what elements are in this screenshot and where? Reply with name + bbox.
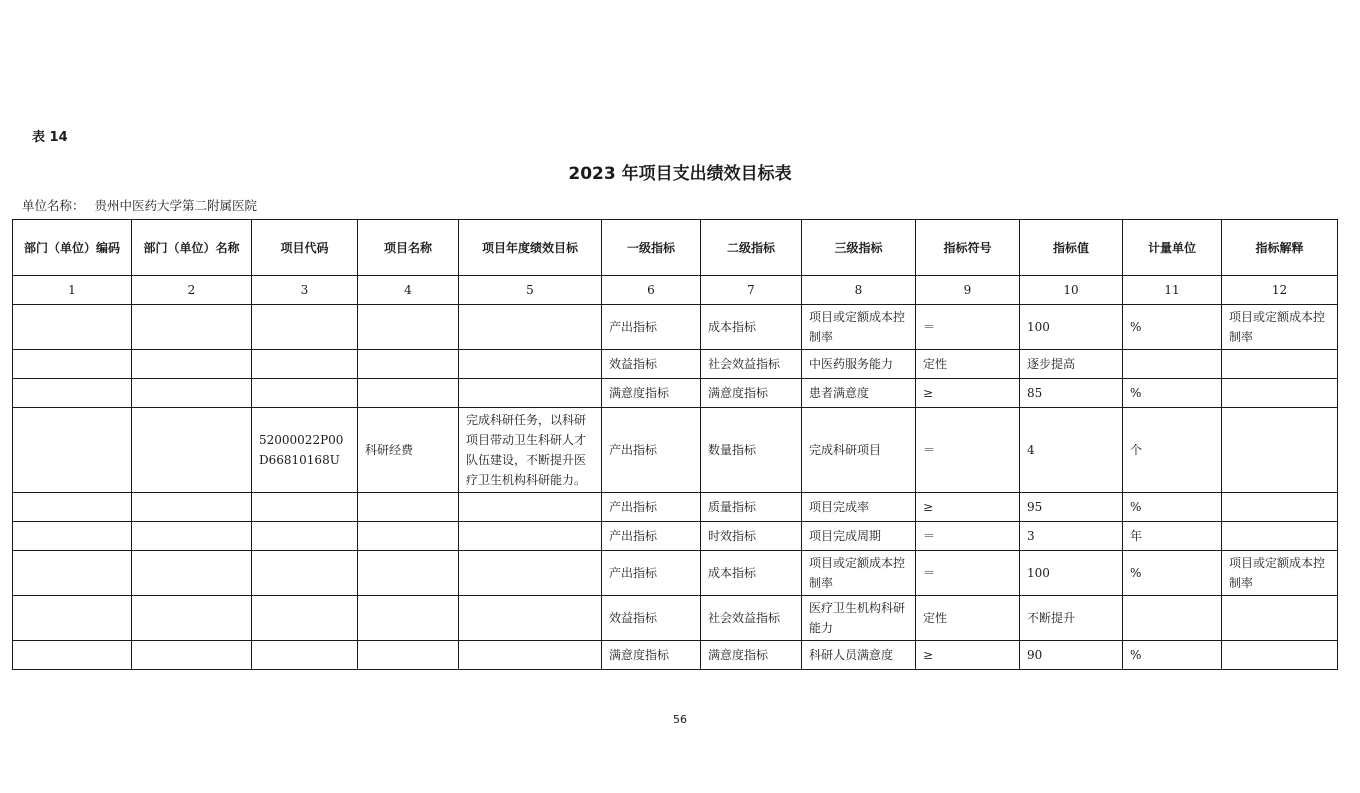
cell-project-name (358, 596, 459, 641)
header-level1: 一级指标 (602, 220, 701, 276)
cell-level3: 项目完成周期 (802, 522, 916, 551)
cell-unit: % (1123, 379, 1222, 408)
table-row (13, 641, 1338, 670)
cell-annual-goal (459, 596, 602, 641)
header-project-code: 项目代码 (252, 220, 358, 276)
cell-dept-name (132, 596, 252, 641)
cell-level2: 时效指标 (701, 522, 802, 551)
cell-value: 85 (1020, 379, 1123, 408)
cell-project-code: 52000022P00D66810168U (252, 408, 358, 493)
cell-value: 95 (1020, 493, 1123, 522)
unit-name-line (22, 196, 257, 214)
cell-project-code (252, 305, 358, 350)
cell-project-name (358, 305, 459, 350)
cell-level1: 满意度指标 (602, 379, 701, 408)
header-explanation: 指标解释 (1222, 220, 1338, 276)
cell-project-name (358, 641, 459, 670)
cell-explanation (1222, 522, 1338, 551)
header-level3: 三级指标 (802, 220, 916, 276)
column-number-row (13, 276, 1338, 305)
cell-level3: 中医药服务能力 (802, 350, 916, 379)
cell-explanation: 项目或定额成本控制率 (1222, 305, 1338, 350)
header-dept-code: 部门（单位）编码 (13, 220, 132, 276)
cell-level1: 满意度指标 (602, 641, 701, 670)
cell-annual-goal (459, 379, 602, 408)
cell-dept-code (13, 379, 132, 408)
cell-level1: 产出指标 (602, 408, 701, 493)
cell-symbol: ≥ (916, 493, 1020, 522)
table-row (13, 350, 1338, 379)
cell-level2: 社会效益指标 (701, 596, 802, 641)
column-number: 7 (701, 276, 802, 305)
cell-project-code (252, 641, 358, 670)
column-number: 6 (602, 276, 701, 305)
cell-annual-goal (459, 522, 602, 551)
cell-project-code (252, 522, 358, 551)
unit-name-value: 贵州中医药大学第二附属医院 (94, 198, 258, 213)
header-symbol: 指标符号 (916, 220, 1020, 276)
cell-level1: 产出指标 (602, 551, 701, 596)
cell-level2: 质量指标 (701, 493, 802, 522)
cell-symbol: 定性 (916, 596, 1020, 641)
cell-level3: 项目完成率 (802, 493, 916, 522)
cell-level3: 科研人员满意度 (802, 641, 916, 670)
cell-dept-code (13, 551, 132, 596)
column-number: 4 (358, 276, 459, 305)
cell-project-code (252, 350, 358, 379)
cell-dept-code (13, 493, 132, 522)
column-number: 5 (459, 276, 602, 305)
cell-level3: 患者满意度 (802, 379, 916, 408)
cell-project-name (358, 350, 459, 379)
page-number: 56 (673, 713, 687, 726)
cell-value: 4 (1020, 408, 1123, 493)
cell-dept-name (132, 305, 252, 350)
cell-explanation (1222, 408, 1338, 493)
performance-target-table (12, 219, 1338, 670)
cell-explanation (1222, 596, 1338, 641)
column-number: 3 (252, 276, 358, 305)
cell-dept-code (13, 596, 132, 641)
column-number: 12 (1222, 276, 1338, 305)
cell-dept-name (132, 551, 252, 596)
cell-annual-goal (459, 350, 602, 379)
cell-project-name (358, 379, 459, 408)
cell-explanation: 项目或定额成本控制率 (1222, 551, 1338, 596)
column-number: 9 (916, 276, 1020, 305)
header-row (13, 220, 1338, 276)
header-dept-name: 部门（单位）名称 (132, 220, 252, 276)
cell-unit: % (1123, 493, 1222, 522)
cell-explanation (1222, 493, 1338, 522)
cell-level2: 成本指标 (701, 551, 802, 596)
column-number: 11 (1123, 276, 1222, 305)
cell-dept-code (13, 522, 132, 551)
cell-symbol: ＝ (916, 522, 1020, 551)
cell-dept-name (132, 408, 252, 493)
cell-explanation (1222, 641, 1338, 670)
table-row (13, 305, 1338, 350)
cell-annual-goal (459, 551, 602, 596)
cell-dept-name (132, 350, 252, 379)
cell-dept-name (132, 379, 252, 408)
cell-project-code (252, 493, 358, 522)
table-row (13, 493, 1338, 522)
cell-value: 100 (1020, 305, 1123, 350)
cell-dept-code (13, 305, 132, 350)
cell-value: 90 (1020, 641, 1123, 670)
table-label: 表 14 (32, 130, 68, 145)
cell-level1: 效益指标 (602, 596, 701, 641)
unit-name-label: 单位名称： (22, 198, 85, 213)
cell-dept-name (132, 641, 252, 670)
cell-dept-code (13, 641, 132, 670)
cell-unit: 年 (1123, 522, 1222, 551)
table-row (13, 379, 1338, 408)
cell-level2: 成本指标 (701, 305, 802, 350)
cell-project-name: 科研经费 (358, 408, 459, 493)
cell-unit: 个 (1123, 408, 1222, 493)
header-annual-goal: 项目年度绩效目标 (459, 220, 602, 276)
cell-symbol: ≥ (916, 379, 1020, 408)
cell-symbol: ＝ (916, 551, 1020, 596)
cell-dept-name (132, 522, 252, 551)
column-number: 1 (13, 276, 132, 305)
cell-annual-goal (459, 493, 602, 522)
cell-unit: % (1123, 641, 1222, 670)
cell-annual-goal (459, 641, 602, 670)
cell-dept-name (132, 493, 252, 522)
cell-level3: 完成科研项目 (802, 408, 916, 493)
table-row (13, 596, 1338, 641)
cell-symbol: ≥ (916, 641, 1020, 670)
cell-project-name (358, 493, 459, 522)
table-row (13, 408, 1338, 493)
cell-project-code (252, 551, 358, 596)
cell-project-name (358, 551, 459, 596)
table-row (13, 522, 1338, 551)
cell-value: 3 (1020, 522, 1123, 551)
cell-value: 逐步提高 (1020, 350, 1123, 379)
cell-level2: 社会效益指标 (701, 350, 802, 379)
cell-level2: 满意度指标 (701, 641, 802, 670)
cell-project-code (252, 596, 358, 641)
cell-explanation (1222, 379, 1338, 408)
cell-symbol: 定性 (916, 350, 1020, 379)
cell-symbol: ＝ (916, 305, 1020, 350)
cell-value: 不断提升 (1020, 596, 1123, 641)
page-title: 2023 年项目支出绩效目标表 (568, 164, 792, 184)
header-project-name: 项目名称 (358, 220, 459, 276)
cell-level1: 效益指标 (602, 350, 701, 379)
cell-project-name (358, 522, 459, 551)
cell-level3: 医疗卫生机构科研能力 (802, 596, 916, 641)
cell-unit (1123, 596, 1222, 641)
cell-level1: 产出指标 (602, 493, 701, 522)
table-row (13, 551, 1338, 596)
header-unit: 计量单位 (1123, 220, 1222, 276)
cell-value: 100 (1020, 551, 1123, 596)
cell-explanation (1222, 350, 1338, 379)
cell-dept-code (13, 408, 132, 493)
column-number: 10 (1020, 276, 1123, 305)
header-value: 指标值 (1020, 220, 1123, 276)
cell-unit (1123, 350, 1222, 379)
cell-level1: 产出指标 (602, 522, 701, 551)
header-level2: 二级指标 (701, 220, 802, 276)
cell-annual-goal (459, 305, 602, 350)
cell-level2: 数量指标 (701, 408, 802, 493)
cell-unit: % (1123, 305, 1222, 350)
cell-project-code (252, 379, 358, 408)
cell-level3: 项目或定额成本控制率 (802, 305, 916, 350)
cell-level3: 项目或定额成本控制率 (802, 551, 916, 596)
column-number: 2 (132, 276, 252, 305)
cell-level1: 产出指标 (602, 305, 701, 350)
cell-unit: % (1123, 551, 1222, 596)
cell-dept-code (13, 350, 132, 379)
column-number: 8 (802, 276, 916, 305)
cell-annual-goal: 完成科研任务，以科研项目带动卫生科研人才队伍建设，不断提升医疗卫生机构科研能力。 (459, 408, 602, 493)
cell-level2: 满意度指标 (701, 379, 802, 408)
cell-symbol: ＝ (916, 408, 1020, 493)
